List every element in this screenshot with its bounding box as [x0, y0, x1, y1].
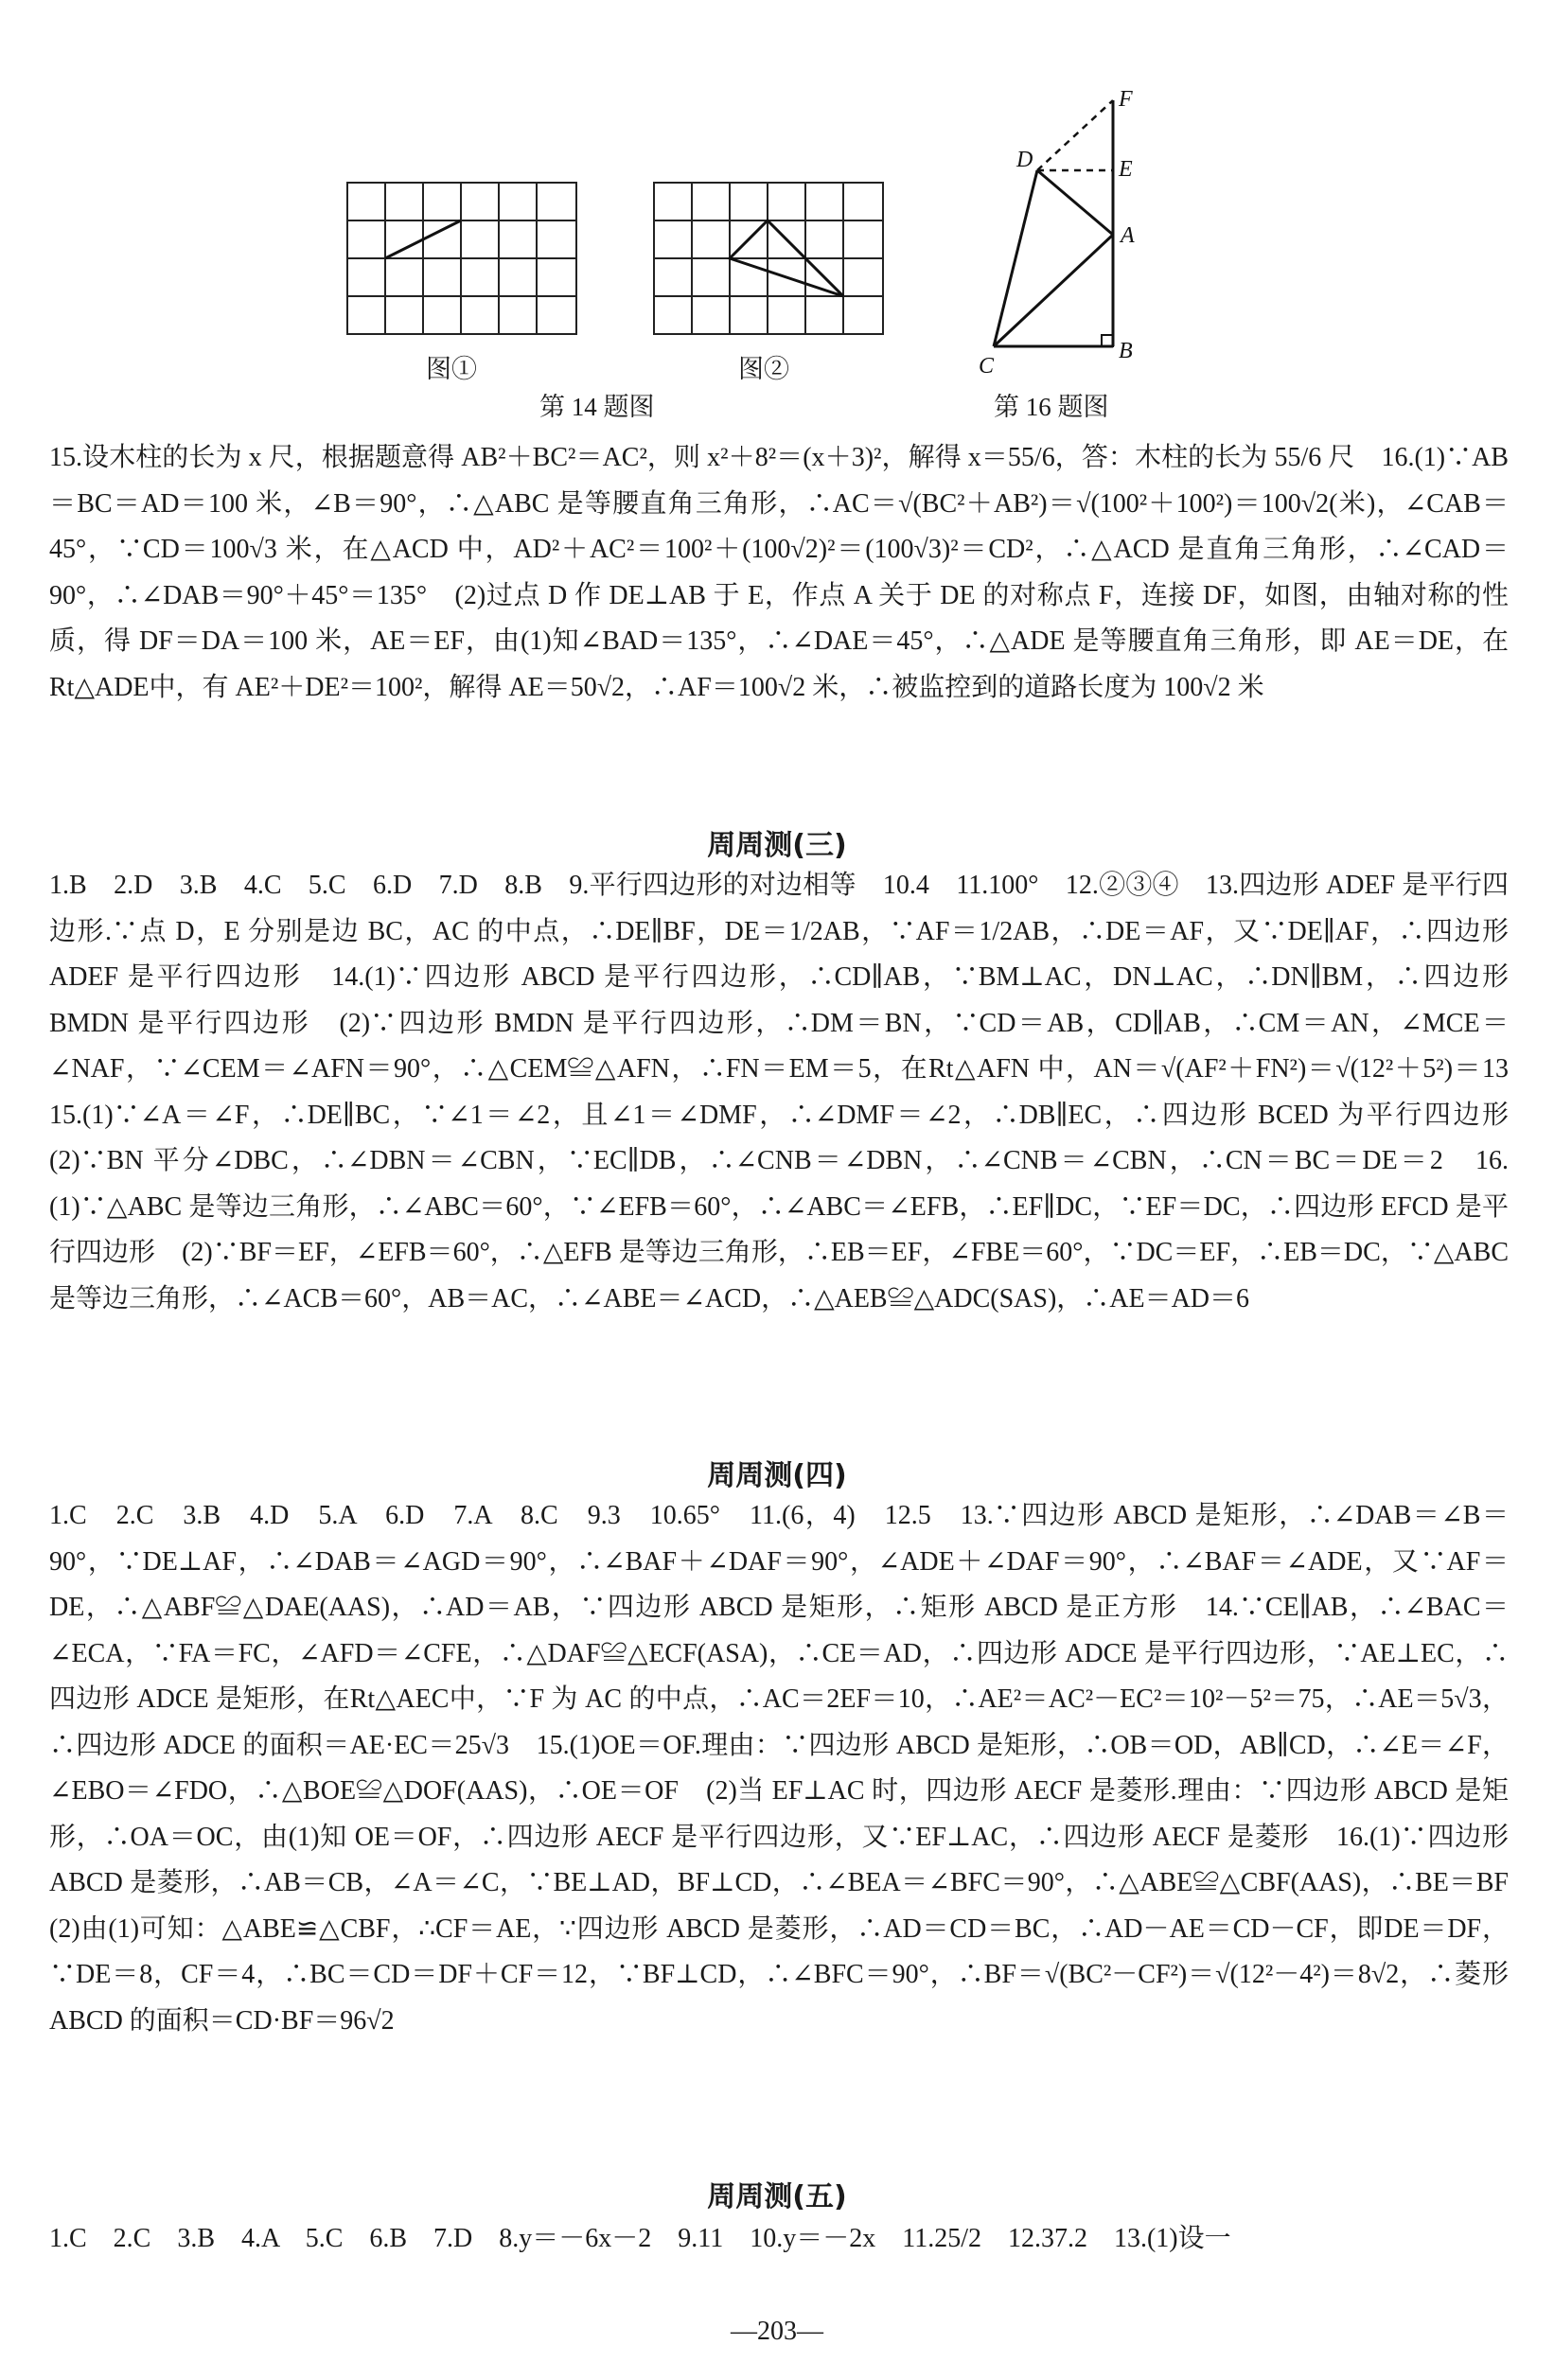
section-3-answers — [49, 863, 1536, 1322]
section-heading-5: 周周测(五) — [707, 2180, 847, 2213]
answer-paragraph: 1.C 2.C 3.B 4.A 5.C 6.B 7.D 8.y＝－6x－2 9.11 10.y＝－2x 11.25/2 12.37.2 13.(1)设一 — [49, 2224, 1231, 2253]
answer-paragraph: 15.设木柱的长为 x 尺，根据题意得 AB²＋BC²＝AC²，则 x²＋8²＝(x＋3)²，解得 x＝55/6，答：木柱的长为 55/6 尺 16.(1)∵AB＝BC＝AD＝100 米，∠B＝90°，∴△ABC 是等腰直角三角形，∴AC＝√(BC²＋AB²)＝√(100²＋100²)＝100√2(米)，∠CAB＝45°，∵CD＝100√3 米，在△ACD 中，AD²＋AC²＝100²＋(100√2)²＝(100√3)²＝CD²，∴△ACD 是直角三角形，∴∠CAD＝90°，∴∠DAB＝90°＋45°＝135° (2)过点 D 作 DE⊥AB 于 E，作点 A 关于 DE 的对称点 F，连接 DF，如图，由轴对称的性质，得 DF＝DA＝100 米，AE＝EF，由(1)知∠BAD＝135°，∴∠DAE＝45°，∴△ADE 是等腰直角三角形，即 AE＝DE，在Rt△ADE中，有 AE²＋DE²＝100²，解得 AE＝50√2，∴AF＝100√2 米，∴被监控到的道路长度为 100√2 米 — [49, 443, 1509, 702]
section-heading-3: 周周测(三) — [707, 829, 847, 862]
figure-16 — [975, 87, 1192, 382]
answers-15-16 — [49, 435, 1509, 711]
figure-14-2 — [653, 182, 886, 337]
point-c-label: C — [979, 354, 995, 379]
answer-paragraph: 1.B 2.D 3.B 4.C 5.C 6.D 7.D 8.B 9.平行四边形的对边相等 10.4 11.100° 12.②③④ 13.四边形 ADEF 是平行四边形.∵点 D，E 分别是边 BC，AC 的中点，∴DE∥BF，DE＝1/2AB，∵AF＝1/2AB，∴DE＝AF，又∵DE∥AF，∴四边形 ADEF 是平行四边形 14.(1)∵四边形 ABCD 是平行四边形，∴CD∥AB，∵BM⊥AC，DN⊥AC，∴DN∥BM，∴四边形 BMDN 是平行四边形 (2)∵四边形 BMDN 是平行四边形，∴DM＝BN，∵CD＝AB，CD∥AB，∴CM＝AN，∠MCE＝∠NAF，∵∠CEM＝∠AFN＝90°，∴△CEM≌△AFN，∴FN＝EM＝5，在Rt△AFN 中，AN＝√(AF²＋FN²)＝√(12²＋5²)＝13 15.(1)∵∠A＝∠F，∴DE∥BC，∵∠1＝∠2，且∠1＝∠DMF，∴∠DMF＝∠2，∴DB∥EC，∴四边形 BCED 为平行四边形 (2)∵BN 平分∠DBC，∴∠DBN＝∠CBN，∵EC∥DB，∴∠CNB＝∠DBN，∴∠CNB＝∠CBN，∴CN＝BC＝DE＝2 16.(1)∵△ABC 是等边三角形，∴∠ABC＝60°，∵∠EFB＝60°，∴∠ABC＝∠EFB，∴EF∥DC，∵EF＝DC，∴四边形 EFCD 是平行四边形 (2)∵BF＝EF，∠EFB＝60°，∴△EFB 是等边三角形，∴EB＝EF，∠FBE＝60°，∵DC＝EF，∴EB＝DC，∵△ABC 是等边三角形，∴∠ACB＝60°，AB＝AC，∴∠ABE＝∠ACD，∴△AEB≌△ADC(SAS)，∴AE＝AD＝6 — [49, 871, 1536, 1313]
fig16-caption: 第 16 题图 — [994, 393, 1109, 421]
section-5-answers — [49, 2216, 1509, 2263]
point-b-label: B — [1119, 339, 1133, 363]
fig14-1-label: 图① — [426, 355, 477, 383]
figure-14-1 — [346, 182, 579, 337]
answer-paragraph: 1.C 2.C 3.B 4.D 5.A 6.D 7.A 8.C 9.3 10.65° 11.(6，4) 12.5 13.∵四边形 ABCD 是矩形，∴∠DAB＝∠B＝90°，∵DE⊥AF，∴∠DAB＝∠AGD＝90°，∴∠BAF＋∠DAF＝90°，∠ADE＋∠DAF＝90°，∴∠BAF＝∠ADE，又∵AF＝DE，∴△ABF≌△DAE(AAS)，∴AD＝AB，∵四边形 ABCD 是矩形，∴矩形 ABCD 是正方形 14.∵CE∥AB，∴∠BAC＝∠ECA，∵FA＝FC，∠AFD＝∠CFE，∴△DAF≌△ECF(ASA)，∴CE＝AD，∴四边形 ADCE 是平行四边形，∵AE⊥EC，∴四边形 ADCE 是矩形，在Rt△AEC中，∵F 为 AC 的中点，∴AC＝2EF＝10，∴AE²＝AC²－EC²＝10²－5²＝75，∴AE＝5√3，∴四边形 ADCE 的面积＝AE·EC＝25√3 15.(1)OE＝OF.理由：∵四边形 ABCD 是矩形，∴OB＝OD，AB∥CD，∴∠E＝∠F，∠EBO＝∠FDO，∴△BOE≌△DOF(AAS)，∴OE＝OF (2)当 EF⊥AC 时，四边形 AECF 是菱形.理由：∵四边形 ABCD 是矩形，∴OA＝OC，由(1)知 OE＝OF，∴四边形 AECF 是平行四边形，又∵EF⊥AC，∴四边形 AECF 是菱形 16.(1)∵四边形 ABCD 是菱形，∴AB＝CB，∠A＝∠C，∵BE⊥AD，BF⊥CD，∴∠BEA＝∠BFC＝90°，∴△ABE≌△CBF(AAS)，∴BE＝BF (2)由(1)可知：△ABE≌△CBF，∴CF＝AE，∵四边形 ABCD 是菱形，∴AD＝CD＝BC，∴AD－AE＝CD－CF，即DE＝DF，∵DE＝8，CF＝4，∴BC＝CD＝DF＋CF＝12，∵BF⊥CD，∴∠BFC＝90°，∴BF＝√(BC²－CF²)＝√(12²－4²)＝8√2，∴菱形 ABCD 的面积＝CD·BF＝96√2 — [49, 1501, 1536, 2036]
point-f-label: F — [1119, 87, 1133, 112]
point-a-label: A — [1121, 223, 1135, 248]
section-heading-4: 周周测(四) — [707, 1459, 847, 1492]
fig14-2-label: 图② — [738, 355, 789, 383]
point-d-label: D — [1016, 148, 1033, 172]
fig14-caption: 第 14 题图 — [539, 393, 655, 421]
point-e-label: E — [1119, 157, 1133, 182]
page-number: —203— — [731, 2317, 823, 2346]
section-4-answers — [49, 1493, 1536, 2044]
